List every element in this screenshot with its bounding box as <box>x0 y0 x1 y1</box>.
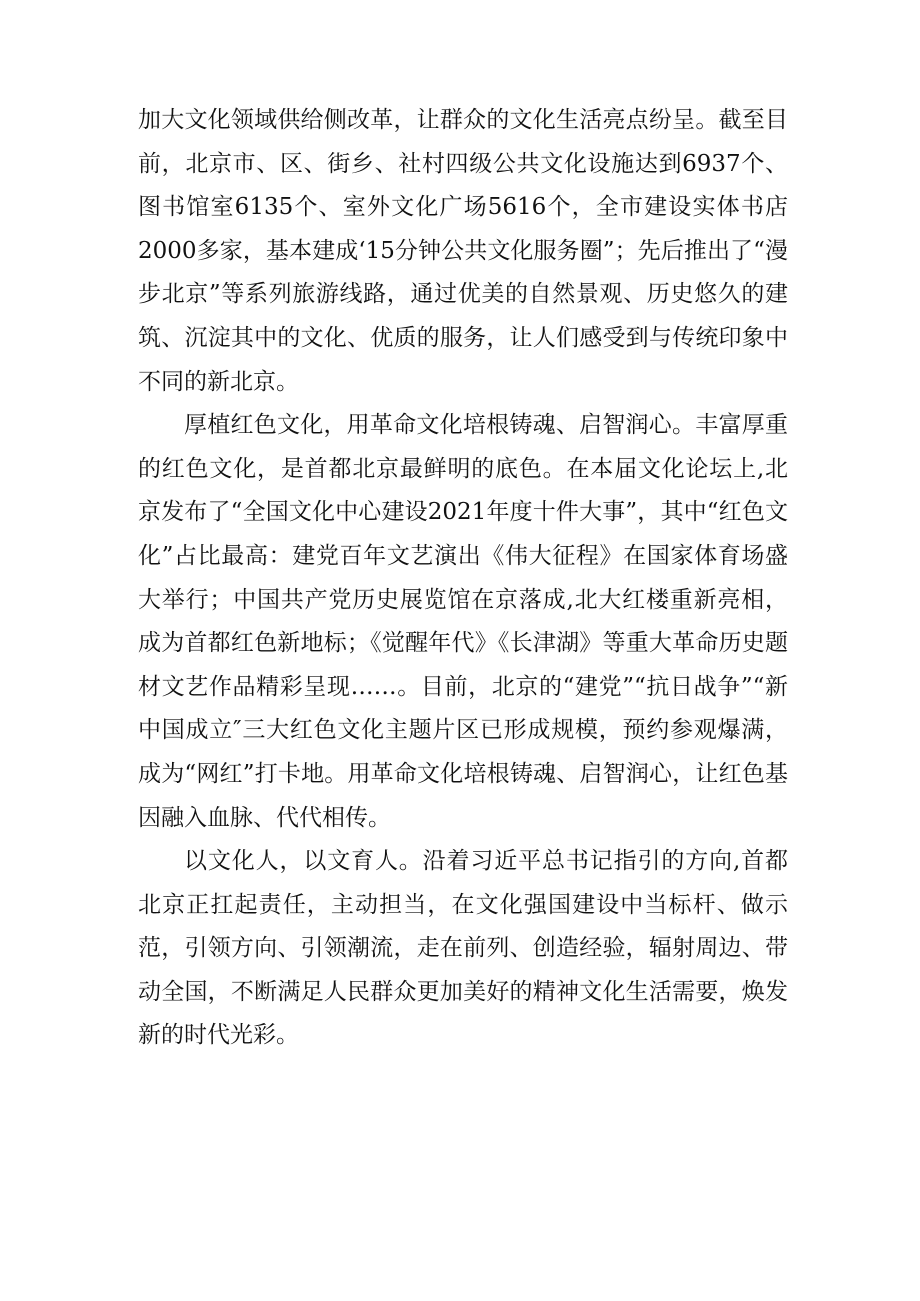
paragraph-1: 加大文化领域供给侧改革，让群众的文化生活亮点纷呈。截至目前，北京市、区、街乡、社村四级公共文化设施达到6937个、图书馆室6135个、室外文化广场5616个，全市建设实体书店2000多家，基本建成‘15分钟公共文化服务圈”；先后推出了“漫步北京”等系列旅游线路，通过优美的自然景观、历史悠久的建筑、沉淀其中的文化、优质的服务，让人们感受到与传统印象中不同的新北京。 <box>138 107 788 395</box>
paragraph-3: 以文化人，以文育人。沿着习近平总书记指引的方向,首都北京正扛起责任，主动担当，在文化强国建设中当标杆、做示范，引领方向、引领潮流，走在前列、创造经验，辐射周边、带动全国，不断满足人民群众更加美好的精神文化生活需要，焕发新的时代光彩。 <box>138 848 788 1049</box>
paragraph-2: 厚植红色文化，用革命文化培根铸魂、启智润心。丰富厚重的红色文化，是首都北京最鲜明的底色。在本届文化论坛上,北京发布了“全国文化中心建设2021年度十件大事”，其中“红色文化”占比最高：建党百年文艺演出《伟大征程》在国家体育场盛大举行；中国共产党历史展览馆在京落成,北大红楼重新亮相，成为首都红色新地标；《觉醒年代》《长津湖》等重大革命历史题材文艺作品精彩呈现……。目前，北京的“建党”“抗日战争”“新中国成立″三大红色文化主题片区已形成规模，预约参观爆满，成为“网红”打卡地。用革命文化培根铸魂、启智润心，让红色基因融入血脉、代代相传。 <box>138 412 788 831</box>
document-body <box>138 99 788 1058</box>
